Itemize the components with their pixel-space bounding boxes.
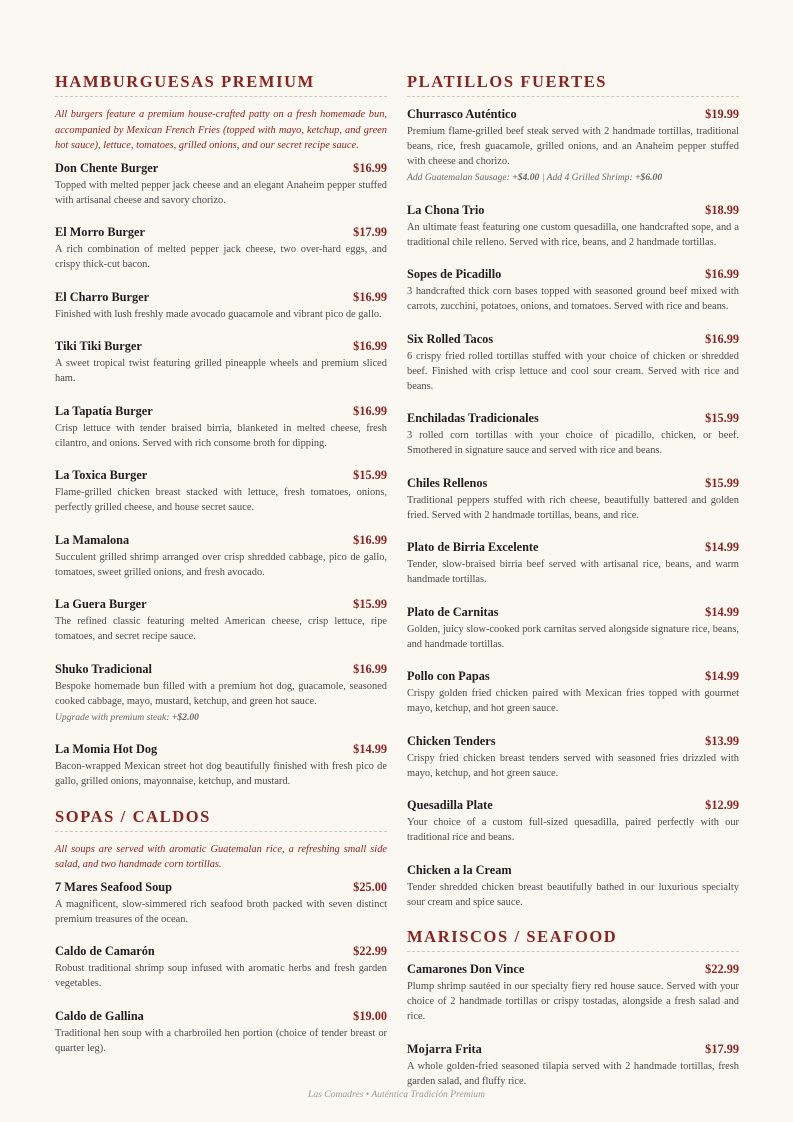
item-name: Don Chente Burger <box>55 160 159 175</box>
section-title: HAMBURGUESAS PREMIUM <box>55 72 315 91</box>
menu-item <box>407 107 739 185</box>
item-price: $12.99 <box>705 798 739 812</box>
menu-item <box>55 339 387 386</box>
item-description: Robust traditional shrimp soup infused with aromatic herbs and fresh garden vegetables. <box>55 963 387 989</box>
item-price: $22.99 <box>353 944 387 958</box>
item-name: El Charro Burger <box>55 289 150 304</box>
menu-item <box>407 669 739 716</box>
soups-section <box>55 807 387 1056</box>
item-name: Tiki Tiki Burger <box>55 339 142 353</box>
menu-item <box>55 1009 387 1056</box>
item-name: Mojarra Frita <box>407 1041 482 1056</box>
item-description: Topped with melted pepper jack cheese and an elegant Anaheim pepper stuffed with artisanal cheese and savory chorizo. <box>55 179 387 206</box>
section-title: SOPAS / CALDOS <box>55 806 211 826</box>
item-price: $17.99 <box>353 225 387 239</box>
item-upgrade-note <box>55 711 387 725</box>
item-price: $15.99 <box>353 597 387 611</box>
item-name: La Mamalona <box>55 532 130 547</box>
item-price: $13.99 <box>705 733 739 748</box>
item-name: Quesadilla Plate <box>407 798 493 812</box>
item-description: Flame-grilled chicken breast stacked with lettuce, fresh tomatoes, onions, perfectly grilled cheese, and house secret sauce. <box>55 487 387 513</box>
menu-item <box>55 290 387 322</box>
item-description: A rich combination of melted pepper jack cheese, two over-hard eggs, and crispy thick-cut bacon. <box>55 244 387 270</box>
item-price: $16.99 <box>705 331 739 346</box>
item-name: Shuko Tradicional <box>55 661 152 676</box>
item-name: Chicken Tenders <box>407 733 496 748</box>
section-note: All burgers feature a premium house-crafted patty on a fresh homemade bun, accompanied by Mexican French Fries (topped with mayo, ketchup, and green hot sauce), lettuce, tomatoes, grilled onions, and our secret recipe sauce. <box>55 109 387 151</box>
item-price: $15.99 <box>705 475 739 490</box>
item-description: Plump shrimp sautéed in our specialty fiery red house sauce. Served with your choice of 2 handmade tortillas or crispy tostadas, alongside a fresh salad and rice. <box>407 981 739 1022</box>
item-price: $16.99 <box>353 661 387 676</box>
section-title: PLATILLOS FUERTES <box>407 72 608 91</box>
item-name: La Toxica Burger <box>55 468 148 482</box>
item-price: $16.99 <box>353 160 387 175</box>
menu-item <box>407 734 739 781</box>
item-description: Traditional peppers stuffed with rich cheese, beautifully battered and golden fried. Served with 2 handmade tortillas, beans, and rice. <box>407 494 739 521</box>
section-note: All soups are served with aromatic Guatemalan rice, a refreshing small side salad, and two handmade corn tortillas. <box>55 843 387 870</box>
item-name: La Momia Hot Dog <box>55 742 158 756</box>
item-price: $14.99 <box>705 604 739 619</box>
item-price: $19.00 <box>353 1008 387 1023</box>
menu-item <box>55 662 387 725</box>
item-name: Churrasco Auténtico <box>407 107 517 121</box>
menu-item <box>55 404 387 451</box>
menu-item <box>407 863 739 910</box>
item-price: $17.99 <box>705 1041 739 1056</box>
menu-item <box>407 962 739 1024</box>
menu-item <box>55 597 387 644</box>
menu-item <box>55 161 387 208</box>
section-title: MARISCOS / SEAFOOD <box>407 927 618 946</box>
item-name: Chiles Rellenos <box>407 475 488 490</box>
item-price: $18.99 <box>705 202 739 217</box>
addon-label: Add 4 Grilled Shrimp: <box>546 172 633 183</box>
menu-item <box>55 880 387 927</box>
section-divider <box>407 951 739 952</box>
item-description: 6 crispy fried rolled tortillas stuffed with your choice of chicken or shredded beef. Finished with crisp lettuce and cool sour cream. Served with rice and beans. <box>407 350 739 392</box>
section-divider <box>407 96 739 97</box>
addon-price: +$4.00 <box>512 172 540 183</box>
item-price: $16.99 <box>353 339 387 353</box>
item-name: Plato de Birria Excelente <box>407 540 539 554</box>
menu-item <box>407 1042 739 1089</box>
item-description: 3 handcrafted thick corn bases topped with seasoned ground beef mixed with carrots, zucchini, potatoes, onions, and tomatoes. Served with rice and beans. <box>407 286 739 312</box>
item-price: $19.99 <box>705 107 739 121</box>
item-name: Sopes de Picadillo <box>407 267 502 281</box>
item-price: $15.99 <box>353 468 387 482</box>
menu-item <box>55 225 387 272</box>
item-name: Chicken a la Cream <box>407 862 512 877</box>
menu-item <box>407 203 739 250</box>
item-description: The refined classic featuring melted American cheese, crisp lettuce, ripe tomatoes, and secret recipe sauce. <box>55 616 387 642</box>
page-footer: Las Comadres • Auténtica Tradición Premium <box>307 1089 486 1100</box>
item-name: Camarones Don Vince <box>407 962 525 976</box>
item-description: A whole golden-fried seasoned tilapia served with 2 handmade tortillas, fresh garden salad, and fluffy rice. <box>407 1060 739 1087</box>
item-price: $14.99 <box>705 669 739 683</box>
menu-item <box>407 332 739 394</box>
item-price: $14.99 <box>705 540 739 554</box>
upgrade-label: Upgrade with premium steak: <box>55 711 170 723</box>
item-description: Bacon-wrapped Mexican street hot dog beautifully finished with fresh pico de gallo, grilled onions, mayonnaise, ketchup, and mustard. <box>55 761 387 787</box>
item-description: Golden, juicy slow-cooked pork carnitas served alongside signature rice, beans, and handmade tortillas. <box>407 623 739 650</box>
menu-item <box>55 533 387 580</box>
item-name: Plato de Carnitas <box>407 604 499 619</box>
item-description: A sweet tropical twist featuring grilled pineapple wheels and premium sliced ham. <box>55 358 387 384</box>
item-price: $25.00 <box>353 879 387 894</box>
item-description: Traditional hen soup with a charbroiled hen portion (choice of tender breast or quarter leg). <box>55 1027 387 1054</box>
item-description: Crisp lettuce with tender braised birria, blanketed in melted cheese, fresh cilantro, and onions. Served with rich consome broth for dipping. <box>55 422 387 449</box>
item-price: $15.99 <box>705 411 739 425</box>
item-price: $14.99 <box>353 742 387 756</box>
item-name: Caldo de Camarón <box>55 944 155 958</box>
item-price: $22.99 <box>705 962 739 976</box>
item-price: $16.99 <box>705 267 739 281</box>
item-description: Tender, slow-braised birria beef served with artisanal rice, beans, and warm handmade tortillas. <box>407 559 739 585</box>
item-name: 7 Mares Seafood Soup <box>55 879 172 894</box>
item-name: La Tapatía Burger <box>55 403 153 418</box>
menu-item <box>55 944 387 991</box>
item-description: Crispy fried chicken breast tenders served with seasoned fries drizzled with mayo, ketchup, and hot green sauce. <box>407 752 739 779</box>
item-description: A magnificent, slow-simmered rich seafood broth packed with seven distinct premium treasures of the ocean. <box>55 898 387 925</box>
item-name: Caldo de Gallina <box>55 1008 144 1023</box>
menu-item <box>407 798 739 845</box>
item-description: Tender shredded chicken breast beautifully bathed in our luxurious specialty sour cream and spice sauce. <box>407 881 739 908</box>
item-price: $16.99 <box>353 289 387 304</box>
item-name: Six Rolled Tacos <box>407 331 494 346</box>
section-divider <box>55 831 387 832</box>
item-price: $16.99 <box>353 403 387 418</box>
addon-label: Add Guatemalan Sausage: <box>407 172 510 183</box>
menu-item <box>407 605 739 652</box>
item-description: Succulent grilled shrimp arranged over crisp shredded cabbage, pico de gallo, tomatoes, sweet grilled onions, and fresh avocado. <box>55 551 387 578</box>
menu-item <box>55 468 387 515</box>
platillos-section <box>407 72 739 910</box>
menu-item <box>55 742 387 789</box>
item-description: Premium flame-grilled beef steak served with 2 handmade tortillas, traditional beans, rice, fresh guacamole, grilled onions, and an Anaheim pepper stuffed with cheese and chorizo. <box>407 126 739 167</box>
item-name: La Chona Trio <box>407 202 485 217</box>
menu-item <box>407 476 739 523</box>
addon-price: +$6.00 <box>635 172 663 183</box>
right-column <box>407 72 739 1106</box>
seafood-section <box>407 927 739 1089</box>
item-addon-note <box>407 171 739 185</box>
menu-item <box>407 411 739 458</box>
addon-separator: | <box>539 172 547 183</box>
burgers-section <box>55 72 387 789</box>
item-description: An ultimate feast featuring one custom quesadilla, one handcrafted sope, and a traditional chile relleno. Served with rice, beans, and 2 handmade tortillas. <box>407 221 739 248</box>
item-description: 3 rolled corn tortillas with your choice of picadillo, chicken, or beef. Smothered in signature sauce and served with rice and beans. <box>407 430 739 456</box>
item-description: Bespoke homemade bun filled with a premium hot dog, guacamole, seasoned cooked cabbage, mayo, mustard, ketchup, and green hot sauce. <box>55 680 387 707</box>
item-description: Finished with lush freshly made avocado guacamole and vibrant pico de gallo. <box>55 308 382 320</box>
item-description: Your choice of a custom full-sized quesadilla, paired perfectly with our traditional rice and beans. <box>407 817 739 843</box>
left-column <box>55 72 387 1073</box>
item-description: Crispy golden fried chicken paired with Mexican fries topped with gourmet mayo, ketchup, and hot green sauce. <box>407 688 739 714</box>
menu-item <box>407 540 739 587</box>
item-name: Pollo con Papas <box>407 669 490 683</box>
section-divider <box>55 96 387 97</box>
item-name: Enchiladas Tradicionales <box>407 411 539 425</box>
item-price: $16.99 <box>353 532 387 547</box>
item-name: El Morro Burger <box>55 225 145 239</box>
upgrade-price: +$2.00 <box>171 711 199 723</box>
menu-item <box>407 267 739 314</box>
item-name: La Guera Burger <box>55 597 147 611</box>
